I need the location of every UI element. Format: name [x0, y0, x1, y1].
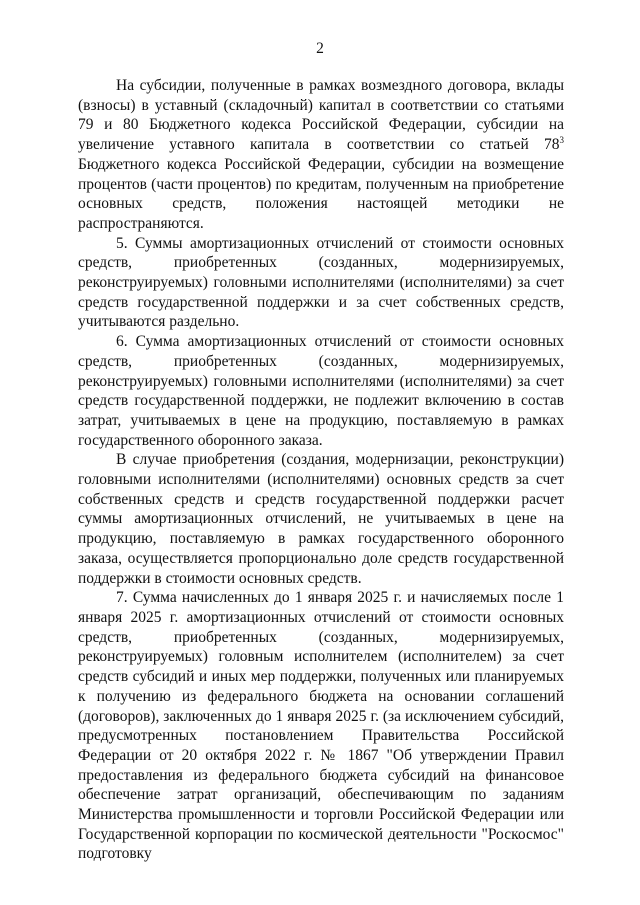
paragraph-text: В случае приобретения (создания, модернизации, реконструкции) головными исполнителями (исполнителями) основных средств за счет собственных средств и средств государственной поддержки расчет суммы амортизационных отчислений, не учитываемых в цене на продукцию, поставляемую в рамках государственного оборонного заказа, осуществляется пропорционально доле средств государственной поддержки в стоимости основных средств.: [78, 451, 564, 587]
paragraph-item-5: [78, 234, 564, 333]
paragraph-proportional-calculation: [78, 450, 564, 588]
page-number: 2: [316, 40, 324, 57]
paragraph-item-6: [78, 332, 564, 450]
paragraph-subsidies-exclusion: [78, 76, 564, 234]
paragraph-text-continued: Бюджетного кодекса Российской Федерации, субсидии на возмещение процентов (части процентов) по кредитам, полученным на приобретение основных средств, положения настоящей методики не распространяются.: [78, 155, 564, 232]
paragraph-text: На субсидии, полученные в рамках возмездного договора, вклады (взносы) в уставный (складочный) капитал в соответствии со статьями 79 и 80 Бюджетного кодекса Российской Федерации, субсидии на увеличение уставного капитала в соответствии со статьей 78: [78, 77, 564, 154]
paragraph-text: 5. Суммы амортизационных отчислений от стоимости основных средств, приобретенных (созданных, модернизируемых, реконструируемых) головными исполнителями (исполнителями) за счет средств государственной поддержки и за счет собственных средств, учитываются раздельно.: [78, 234, 564, 331]
paragraph-item-7: [78, 588, 564, 864]
paragraph-text: 7. Сумма начисленных до 1 января 2025 г. и начисляемых после 1 января 2025 г. амортизационных отчислений от стоимости основных средств, приобретенных (созданных, модернизируемых, реконструируемых) головным исполнителем (исполнителем) за счет средств субсидий и иных мер поддержки, полученных или планируемых к получению из федерального бюджета на основании соглашений (договоров), заключенных до 1 января 2025 г. (за исключением субсидий, предусмотренных постановлением Правительства Российской Федерации от 20 октября 2022 г. № 1867 "Об утверждении Правил предоставления из федерального бюджета субсидий на финансовое обеспечение затрат организаций, обеспечивающим по заданиям Министерства промышленности и торговли Российской Федерации или Государственной корпорации по космической деятельности "Роскосмос" подготовку: [78, 589, 564, 863]
paragraph-text: 6. Сумма амортизационных отчислений от стоимости основных средств, приобретенных (созданных, модернизируемых, реконструируемых) головными исполнителями (исполнителями) за счет средств государственной поддержки, не подлежит включению в состав затрат, учитываемых в цене на продукцию, поставляемую в рамках государственного оборонного заказа.: [78, 333, 564, 449]
document-body: [78, 76, 564, 864]
article-superscript: 3: [559, 134, 564, 145]
